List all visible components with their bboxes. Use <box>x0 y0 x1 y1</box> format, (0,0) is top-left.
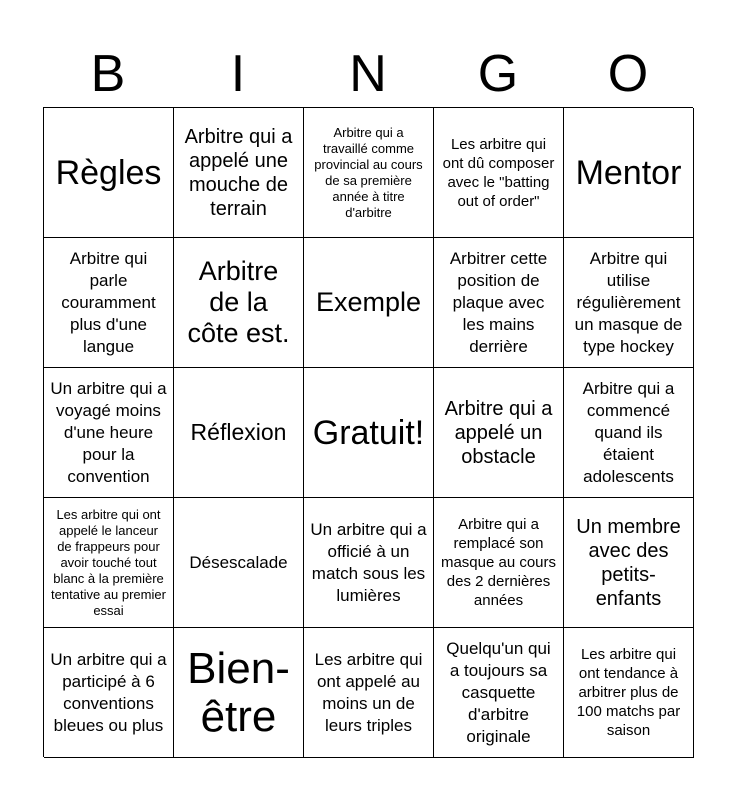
cell-text: Arbitre qui a travaillé comme provincial au cours de sa première année à titre d'arbitre <box>314 124 423 220</box>
header-letter-b: B <box>90 45 126 103</box>
cell-text: Arbitre qui a appelé un obstacle <box>444 397 553 468</box>
cell-text: Un arbitre qui a voyagé moins d'une heure pour la convention <box>50 378 167 486</box>
bingo-cell[interactable] <box>434 108 564 238</box>
cell-text: Quelqu'un qui a toujours sa casquette d'arbitre originale <box>446 638 551 746</box>
bingo-cell[interactable] <box>44 368 174 498</box>
cell-text: Arbitre qui a commencé quand ils étaient adolescents <box>582 378 675 486</box>
bingo-cell[interactable] <box>44 238 174 368</box>
bingo-cell[interactable] <box>304 108 434 238</box>
bingo-cell[interactable] <box>564 628 694 758</box>
cell-text: Arbitre qui a appelé une mouche de terrain <box>184 125 293 220</box>
cell-text: Les arbitre qui ont dû composer avec le "batting out of order" <box>442 135 555 210</box>
cell-text: Bien-être <box>187 643 290 741</box>
bingo-cell[interactable] <box>174 368 304 498</box>
header-letter-g: G <box>477 45 519 103</box>
bingo-cell[interactable] <box>174 238 304 368</box>
bingo-cell[interactable] <box>564 368 694 498</box>
cell-text: Règles <box>55 153 162 192</box>
bingo-cell[interactable] <box>564 238 694 368</box>
cell-text: Exemple <box>315 287 422 317</box>
cell-text: Un arbitre qui a participé à 6 conventions bleues ou plus <box>50 649 167 735</box>
cell-text: Arbitre qui parle couramment plus d'une langue <box>61 248 156 356</box>
cell-text: Arbitre qui utilise régulièrement un masque de type hockey <box>574 248 683 356</box>
bingo-cell free-space[interactable] <box>304 368 434 498</box>
bingo-card <box>43 107 693 757</box>
header-letter-o: O <box>607 45 649 103</box>
cell-text: Arbitre qui a remplacé son masque au cours des 2 dernières années <box>440 516 557 609</box>
cell-text: Les arbitre qui ont appelé au moins un de leurs triples <box>314 649 423 735</box>
bingo-cell[interactable] <box>44 108 174 238</box>
cell-text: Gratuit! <box>312 413 425 452</box>
cell-text: Arbitre de la côte est. <box>187 256 290 348</box>
cell-text: Un membre avec des petits-enfants <box>576 515 681 610</box>
bingo-cell[interactable] <box>44 628 174 758</box>
cell-text: Un arbitre qui a officié à un match sous les lumières <box>310 519 427 605</box>
bingo-cell[interactable] <box>564 108 694 238</box>
bingo-cell[interactable] <box>174 108 304 238</box>
cell-text: Réflexion <box>190 419 287 445</box>
bingo-cell[interactable] <box>44 498 174 628</box>
header-letter-i: I <box>230 45 246 103</box>
bingo-cell[interactable] <box>564 498 694 628</box>
cell-text: Les arbitre qui ont tendance à arbitrer plus de 100 matchs par saison <box>576 646 681 739</box>
bingo-cell[interactable] <box>304 628 434 758</box>
bingo-cell[interactable] <box>304 498 434 628</box>
cell-text: Les arbitre qui ont appelé le lanceur de frappeurs pour avoir touché tout blanc à la première tentative au premier essai <box>51 506 166 618</box>
cell-text: Arbitrer cette position de plaque avec les mains derrière <box>449 248 548 356</box>
bingo-cell[interactable] <box>174 628 304 758</box>
bingo-cell[interactable] <box>304 238 434 368</box>
bingo-header <box>43 40 693 108</box>
bingo-cell[interactable] <box>434 498 564 628</box>
bingo-cell[interactable] <box>434 628 564 758</box>
bingo-cell[interactable] <box>434 238 564 368</box>
bingo-cell[interactable] <box>174 498 304 628</box>
header-letter-n: N <box>349 45 387 103</box>
cell-text: Mentor <box>575 153 682 192</box>
bingo-cell[interactable] <box>434 368 564 498</box>
cell-text: Désescalade <box>189 552 288 572</box>
